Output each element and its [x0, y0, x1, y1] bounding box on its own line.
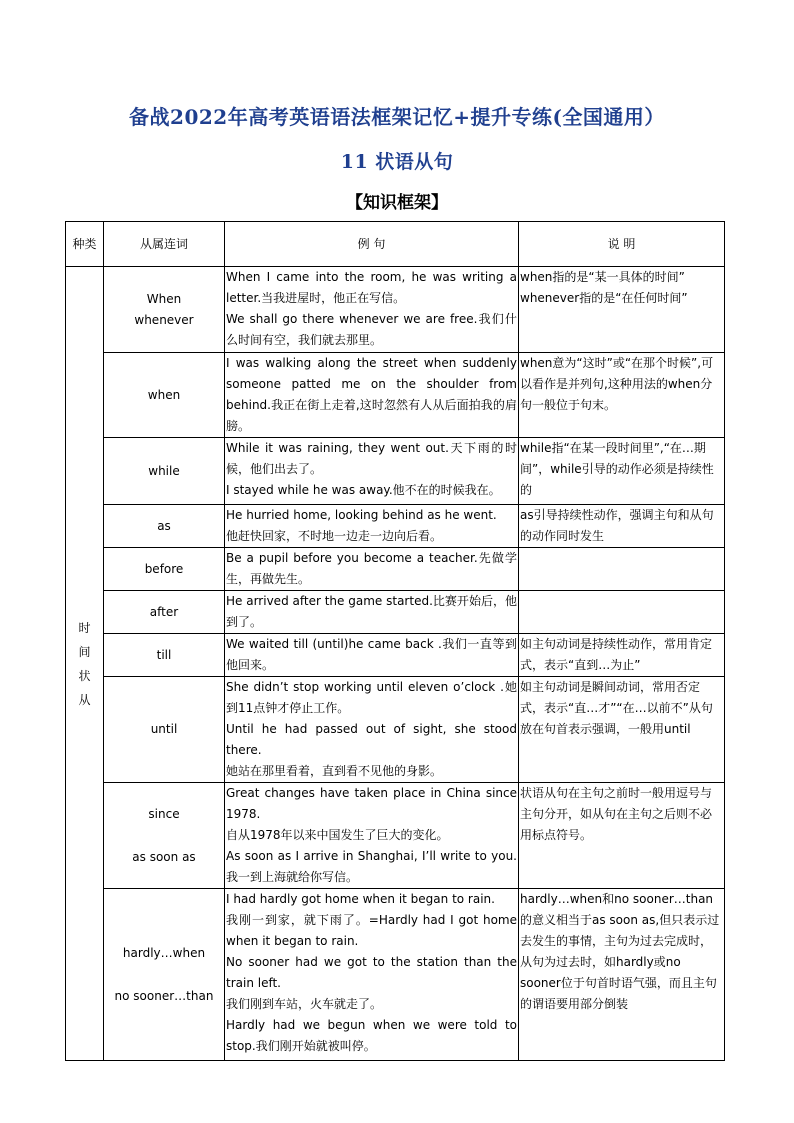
table-row	[66, 889, 725, 1061]
header-category: 种类	[66, 222, 104, 267]
example-sentence: While it was raining, they went out.天下雨的时候，他们出去了。	[226, 441, 517, 476]
example-sentence: We shall go there whenever we are free.我们什么时间有空，我们就去那里。	[226, 312, 517, 347]
conjunction-cell	[104, 634, 225, 677]
example-sentence: I stayed while he was away.他不在的时候我在。	[226, 483, 501, 497]
document-subtitle: 11 状语从句	[340, 151, 454, 173]
note-text: when指的是“某一具体的时间”	[520, 270, 685, 284]
example-cell	[225, 591, 519, 634]
note-cell	[519, 548, 725, 591]
note-cell	[519, 889, 725, 1061]
conjunction-text: after	[149, 604, 179, 619]
table-row	[66, 505, 725, 548]
note-cell	[519, 783, 725, 889]
table-row	[66, 267, 725, 353]
table-row	[66, 353, 725, 438]
table-header-row	[66, 222, 725, 267]
example-sentence: 我刚一到家，就下雨了。=Hardly had I got home when it began to rain.	[226, 913, 517, 948]
note-text: 如主句动词是持续性动作，常用肯定式，表示“直到…为止”	[520, 637, 713, 672]
note-cell	[519, 634, 725, 677]
category-char: 从	[78, 692, 91, 707]
example-sentence: I had hardly got home when it began to rain.	[226, 892, 495, 906]
conjunction-cell	[104, 353, 225, 438]
grammar-table	[65, 221, 725, 1061]
example-cell	[225, 634, 519, 677]
example-sentence: Be a pupil before you become a teacher.先做学生，再做先生。	[226, 551, 517, 586]
conjunction-text: When	[146, 291, 182, 306]
table-body	[66, 267, 725, 1061]
note-text: whenever指的是“在任何时间”	[520, 291, 688, 305]
table-row	[66, 634, 725, 677]
conjunction-text: while	[148, 463, 180, 478]
example-sentence: When I came into the room, he was writing a letter.当我进屋时，他正在写信。	[226, 270, 517, 305]
conjunction-text: since	[148, 806, 180, 821]
example-cell	[225, 267, 519, 353]
example-cell	[225, 783, 519, 889]
example-sentence: 我们刚到车站，火车就走了。	[226, 997, 383, 1011]
example-sentence: Hardly had we begun when we were told to stop.我们刚开始就被叫停。	[226, 1018, 517, 1053]
example-sentence: We waited till (until)he came back .我们一直等到他回来。	[226, 637, 517, 672]
example-sentence: 他赶快回家，不时地一边走一边向后看。	[226, 529, 443, 543]
conjunction-text: till	[156, 647, 172, 662]
example-sentence: He arrived after the game started.比赛开始后，他到了。	[226, 594, 517, 629]
conjunction-cell	[104, 267, 225, 353]
example-sentence: 她站在那里看着，直到看不见他的身影。	[226, 764, 443, 778]
note-cell	[519, 505, 725, 548]
conjunction-cell	[104, 783, 225, 889]
example-sentence: I was walking along the street when suddenly someone patted me on the shoulder from behind.我正在街上走着,这时忽然有人从后面拍我的肩膀。	[226, 356, 517, 433]
table-row	[66, 438, 725, 505]
table-row	[66, 783, 725, 889]
note-text: when意为“这时”或“在那个时候”,可以看作是并列句,这种用法的when分句一般位于句末。	[520, 356, 714, 412]
conjunction-text: when	[147, 387, 181, 402]
note-cell	[519, 677, 725, 783]
example-cell	[225, 505, 519, 548]
conjunction-text: as	[157, 518, 171, 533]
category-char: 间	[78, 644, 91, 659]
section-heading: 【知识框架】	[346, 193, 448, 213]
document-title: 备战2022年高考英语语法框架记忆+提升专练(全国通用）	[129, 105, 665, 129]
example-sentence: Until he had passed out of sight, she stood there.	[226, 722, 517, 757]
example-cell	[225, 353, 519, 438]
example-sentence: No sooner had we got to the station than the train left.	[226, 955, 517, 990]
header-note: 说 明	[519, 222, 725, 267]
example-cell	[225, 438, 519, 505]
note-cell	[519, 591, 725, 634]
note-text: 如主句动词是瞬间动词，常用否定式，表示“直…才”“在…以前不”从句放在句首表示强调，一般用until	[520, 680, 713, 736]
category-char: 时	[78, 620, 91, 635]
example-cell	[225, 548, 519, 591]
example-sentence: Great changes have taken place in China since 1978.	[226, 786, 517, 821]
example-sentence: She didn’t stop working until eleven o’clock .她到11点钟才停止工作。	[226, 680, 517, 715]
conjunction-text: no sooner…than	[114, 988, 214, 1003]
header-example: 例 句	[225, 222, 519, 267]
table-row	[66, 591, 725, 634]
note-text: hardly…when和no sooner…than的意义相当于as soon as,但只表示过去发生的事情，主句为过去完成时，从句为过去时，如hardly或no sooner位于句首时语气强，而且主句的谓语要用部分倒装	[520, 892, 720, 1011]
conjunction-text: hardly…when	[122, 945, 206, 960]
example-sentence: He hurried home, looking behind as he went.	[226, 508, 497, 522]
conjunction-cell	[104, 438, 225, 505]
example-sentence: As soon as I arrive in Shanghai, I’ll write to you.我一到上海就给你写信。	[226, 849, 517, 884]
conjunction-cell	[104, 677, 225, 783]
note-text: 状语从句在主句之前时一般用逗号与主句分开，如从句在主句之后则不必用标点符号。	[520, 786, 713, 842]
category-char: 状	[78, 668, 91, 683]
example-cell	[225, 889, 519, 1061]
table-row	[66, 548, 725, 591]
conjunction-text: whenever	[134, 312, 194, 327]
conjunction-cell	[104, 591, 225, 634]
category-cell	[66, 267, 104, 1061]
note-cell	[519, 438, 725, 505]
note-cell	[519, 353, 725, 438]
table-row	[66, 677, 725, 783]
header-conjunction: 从属连词	[104, 222, 225, 267]
conjunction-cell	[104, 505, 225, 548]
example-sentence: 自从1978年以来中国发生了巨大的变化。	[226, 828, 449, 842]
conjunction-cell	[104, 548, 225, 591]
conjunction-text: as soon as	[132, 849, 196, 864]
note-text: while指“在某一段时间里”,“在…期间”，while引导的动作必须是持续性的	[520, 441, 714, 497]
conjunction-cell	[104, 889, 225, 1061]
conjunction-text: before	[144, 561, 184, 576]
note-text: as引导持续性动作，强调主句和从句的动作同时发生	[520, 508, 714, 543]
conjunction-text: until	[150, 722, 178, 736]
note-cell	[519, 267, 725, 353]
example-cell	[225, 677, 519, 783]
